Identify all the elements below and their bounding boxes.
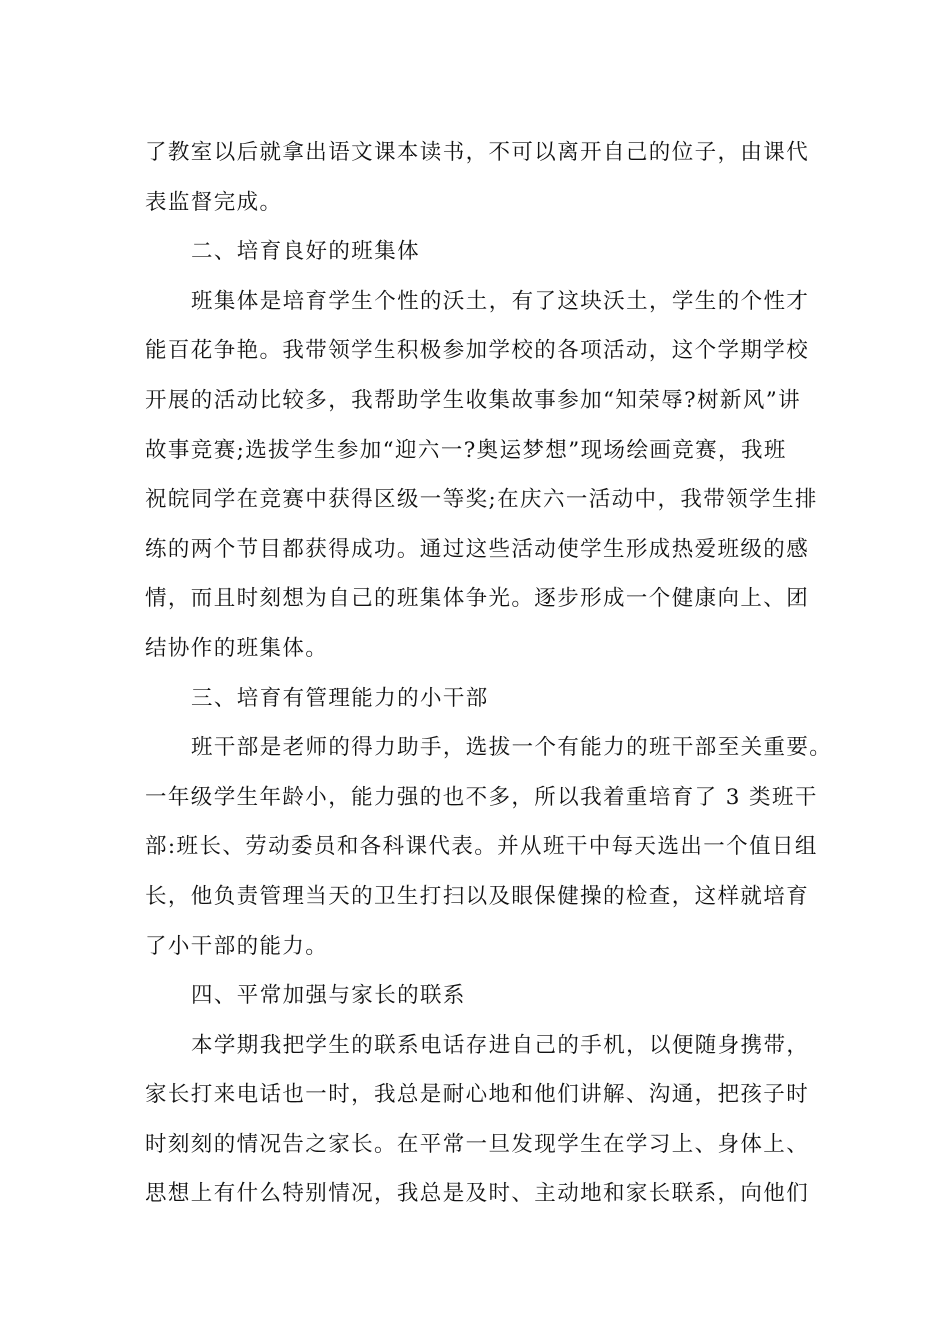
text-line: 一年级学生年龄小，能力强的也不多，所以我着重培育了 3 类班干 xyxy=(145,784,818,810)
text-line: 时刻刻的情况告之家长。在平常一旦发现学生在学习上、身体上、 xyxy=(145,1131,810,1157)
section-heading: 三、培育有管理能力的小干部 xyxy=(191,685,489,711)
section-heading: 二、培育良好的班集体 xyxy=(191,239,421,265)
text-line: 结协作的班集体。 xyxy=(145,635,329,661)
text-line: 能百花争艳。我带领学生积极参加学校的各项活动，这个学期学校 xyxy=(145,338,810,364)
text-line: 家长打来电话也一时，我总是耐心地和他们讲解、沟通，把孩子时 xyxy=(145,1082,810,1108)
text-line: 班集体是培育学生个性的沃土，有了这块沃土，学生的个性才 xyxy=(191,288,810,314)
text-line: 部:班长、劳动委员和各科课代表。并从班干中每天选出一个值日组 xyxy=(145,834,818,860)
text-line: 班干部是老师的得力助手，选拔一个有能力的班干部至关重要。 xyxy=(191,735,833,761)
text-line: 开展的活动比较多，我帮助学生收集故事参加“知荣辱?树新风”讲 xyxy=(145,387,802,413)
text-line: 了教室以后就拿出语文课本读书，不可以离开自己的位子，由课代 xyxy=(145,140,810,165)
text-line: 思想上有什么特别情况，我总是及时、主动地和家长联系，向他们 xyxy=(145,1181,810,1207)
text-line: 本学期我把学生的联系电话存进自己的手机，以便随身携带， xyxy=(191,1032,810,1058)
text-line: 练的两个节目都获得成功。通过这些活动使学生形成热爱班级的感 xyxy=(145,536,810,562)
text-line: 故事竞赛;选拔学生参加“迎六一?奥运梦想”现场绘画竞赛，我班 xyxy=(145,437,787,463)
text-line: 祝皖同学在竞赛中获得区级一等奖;在庆六一活动中，我带领学生排 xyxy=(145,487,818,513)
section-heading: 四、平常加强与家长的联系 xyxy=(191,983,466,1009)
document-page xyxy=(145,128,833,1219)
text-line: 表监督完成。 xyxy=(145,189,283,215)
text-line: 情，而且时刻想为自己的班集体争光。逐步形成一个健康向上、团 xyxy=(145,586,810,612)
text-line: 长，他负责管理当天的卫生打扫以及眼保健操的检查，这样就培育 xyxy=(145,883,810,909)
text-line: 了小干部的能力。 xyxy=(145,933,329,959)
